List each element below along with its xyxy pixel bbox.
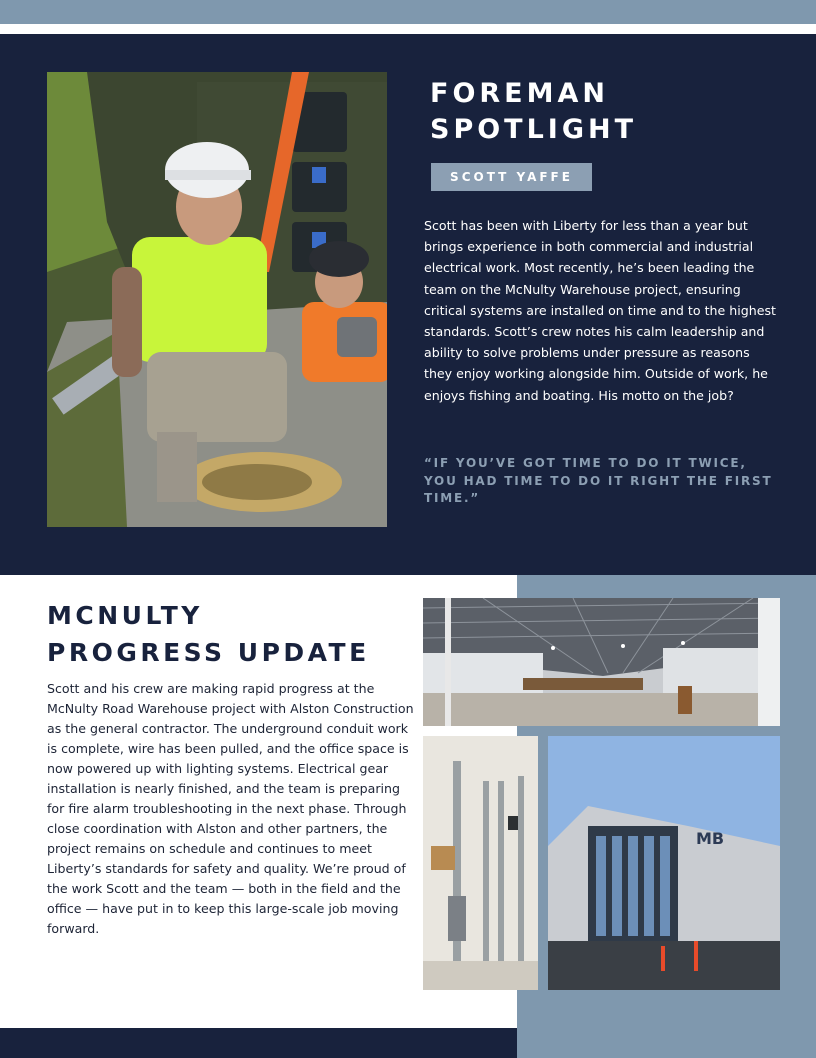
foreman-name-badge: SCOTT YAFFE bbox=[431, 163, 592, 191]
spotlight-heading bbox=[430, 76, 790, 148]
motto-quote: “IF YOU’VE GOT TIME TO DO IT TWICE, YOU HAD TIME TO DO IT RIGHT THE FIRST TIME.” bbox=[424, 456, 773, 505]
warehouse-interior-photo bbox=[423, 598, 780, 726]
spotlight-bio: Scott has been with Liberty for less than a year but brings experience in both commercial and industrial electrical work. Most recently, he’s been leading the team on the McNulty Warehouse project, ensuring critical systems are installed on time and to the highest standards. Scott’s crew notes his calm leadership and ability to solve problems under pressure as reasons they enjoy working alongside him. Outside of work, he enjoys fishing and boating. His motto on the job? bbox=[424, 218, 776, 403]
bottom-accent-bar bbox=[0, 1028, 517, 1058]
building-exterior-photo bbox=[548, 736, 780, 990]
spotlight-heading-line1: FOREMAN bbox=[430, 78, 609, 109]
foreman-photo bbox=[47, 72, 387, 527]
progress-heading bbox=[47, 597, 427, 671]
progress-body: Scott and his crew are making rapid progress at the McNulty Road Warehouse project with Alston Construction as the general contractor. The underground conduit work is complete, wire has been pulled, and the office space is now powered up with lighting systems. Electrical gear installation is nearly finished, and the team is preparing for fire alarm troubleshooting in the next phase. Through close coordination with Alston and other partners, the project remains on schedule and continues to meet Liberty’s standards for safety and quality. We’re proud of the work Scott and the team — both in the field and the office — have put in to keep this large-scale job moving forward. bbox=[47, 681, 414, 936]
progress-heading-line1: MCNULTY bbox=[47, 601, 203, 630]
electrical-room-photo bbox=[423, 736, 538, 990]
spotlight-heading-line2: SPOTLIGHT bbox=[430, 114, 638, 145]
top-accent-bar bbox=[0, 0, 816, 24]
svg-text:MB: MB bbox=[696, 829, 725, 848]
progress-heading-line2: PROGRESS UPDATE bbox=[47, 638, 370, 667]
top-divider bbox=[0, 24, 816, 34]
